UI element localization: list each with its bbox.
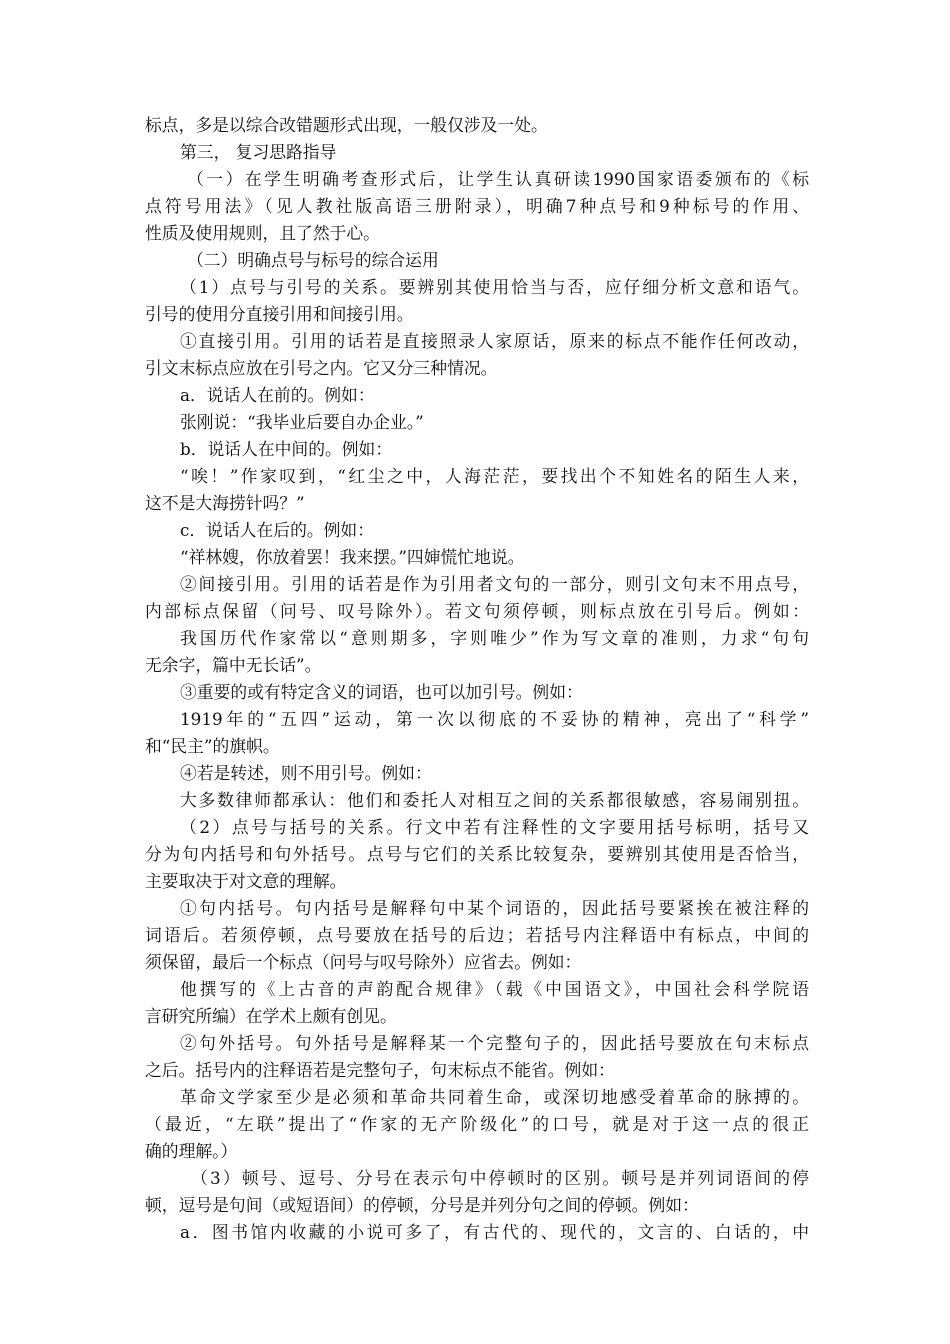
text-line: 1919年的“五四”运动，第一次以彻底的不妥协的精神，亮出了“科学” <box>180 709 809 729</box>
text-line: （最近，“左联”提出了“作家的无产阶级化”的口号，就是对于这一点的很正 <box>145 1114 809 1134</box>
text-line: 之后。括号内的注释语若是完整句子，句末标点不能省。例如： <box>145 1060 615 1080</box>
text-line: 主要取决于对文意的理解。 <box>145 871 347 891</box>
text-line: b．说话人在中间的。例如： <box>180 439 393 459</box>
text-line: 须保留，最后一个标点（问号与叹号除外）应省去。例如： <box>145 952 582 972</box>
text-line: （二）明确点号与标号的综合运用 <box>187 250 439 270</box>
text-line: “祥林嫂，你放着罢！我来摆。”四婶慌忙地说。 <box>180 547 525 567</box>
text-line: 他撰写的《上古音的声韵配合规律》（载《中国语文》，中国社会科学院语 <box>180 979 809 999</box>
text-line: 标点，多是以综合改错题形式出现，一般仅涉及一处。 <box>145 115 548 135</box>
text-line: 无余字，篇中无长话”。 <box>145 655 322 675</box>
text-line: 点符号用法》（见人教社版高语三册附录），明确7种点号和9种标号的作用、 <box>145 196 809 216</box>
text-line: 这不是大海捞针吗？” <box>145 493 305 513</box>
text-line: ④若是转述，则不用引号。例如： <box>180 763 432 783</box>
text-line: ②句外括号。句外括号是解释某一个完整句子的，因此括号要放在句末标点 <box>180 1033 809 1053</box>
text-line: 第三， 复习思路指导 <box>180 142 337 162</box>
text-line: 大多数律师都承认：他们和委托人对相互之间的关系都很敏感，容易闹别扭。 <box>180 790 809 810</box>
text-line: （一）在学生明确考查形式后，让学生认真研读1990国家语委颁布的《标 <box>187 169 809 189</box>
text-line: a．图书馆内收藏的小说可多了，有古代的、现代的，文言的、白话的，中 <box>180 1222 809 1242</box>
text-line: ①句内括号。句内括号是解释句中某个词语的，因此括号要紧挨在被注释的 <box>180 898 809 918</box>
text-line: 引文末标点应放在引号之内。它又分三种情况。 <box>145 358 498 378</box>
document-body <box>145 112 809 1246</box>
text-line: （3）顿号、逗号、分号在表示句中停顿时的区别。顿号是并列词语间的停 <box>191 1168 809 1188</box>
text-line: “唉！”作家叹到，“红尘之中，人海茫茫，要找出个不知姓名的陌生人来， <box>180 466 809 486</box>
text-line: ③重要的或有特定含义的词语，也可以加引号。例如： <box>180 682 583 702</box>
text-line: 张刚说：“我毕业后要自办企业。” <box>180 412 424 432</box>
text-line: 引号的使用分直接引用和间接引用。 <box>145 304 414 324</box>
text-line: 内部标点保留（问号、叹号除外）。若文句须停顿，则标点放在引号后。例如： <box>145 601 809 621</box>
text-line: 确的理解。） <box>145 1141 238 1161</box>
text-line: 顿，逗号是句间（或短语间）的停顿，分号是并列分句之间的停顿。例如： <box>145 1195 699 1215</box>
text-line: 分为句内括号和句外括号。点号与它们的关系比较复杂，要辨别其使用是否恰当， <box>145 844 809 864</box>
text-line: ①直接引用。引用的话若是直接照录人家原话，原来的标点不能作任何改动， <box>180 331 809 351</box>
text-line: （2）点号与括号的关系。行文中若有注释性的文字要用括号标明，括号又 <box>180 817 809 837</box>
text-line: c．说话人在后的。例如： <box>180 520 374 540</box>
text-line: （1）点号与引号的关系。要辨别其使用恰当与否，应仔细分析文意和语气。 <box>180 277 809 297</box>
text-line: 言研究所编）在学术上颇有创见。 <box>145 1006 397 1026</box>
text-line: a．说话人在前的。例如： <box>180 385 375 405</box>
text-line: 和“民主”的旗帜。 <box>145 736 280 756</box>
text-line: ②间接引用。引用的话若是作为引用者文句的一部分，则引文句末不用点号， <box>180 574 809 594</box>
text-line: 词语后。若须停顿，点号要放在括号的后边；若括号内注释语中有标点，中间的 <box>145 925 809 945</box>
text-line: 革命文学家至少是必须和革命共同着生命，或深切地感受着革命的脉搏的。 <box>180 1087 809 1107</box>
text-line: 我国历代作家常以“意则期多，字则唯少”作为写文章的准则，力求“句句 <box>180 628 809 648</box>
text-line: 性质及使用规则，且了然于心。 <box>145 223 380 243</box>
